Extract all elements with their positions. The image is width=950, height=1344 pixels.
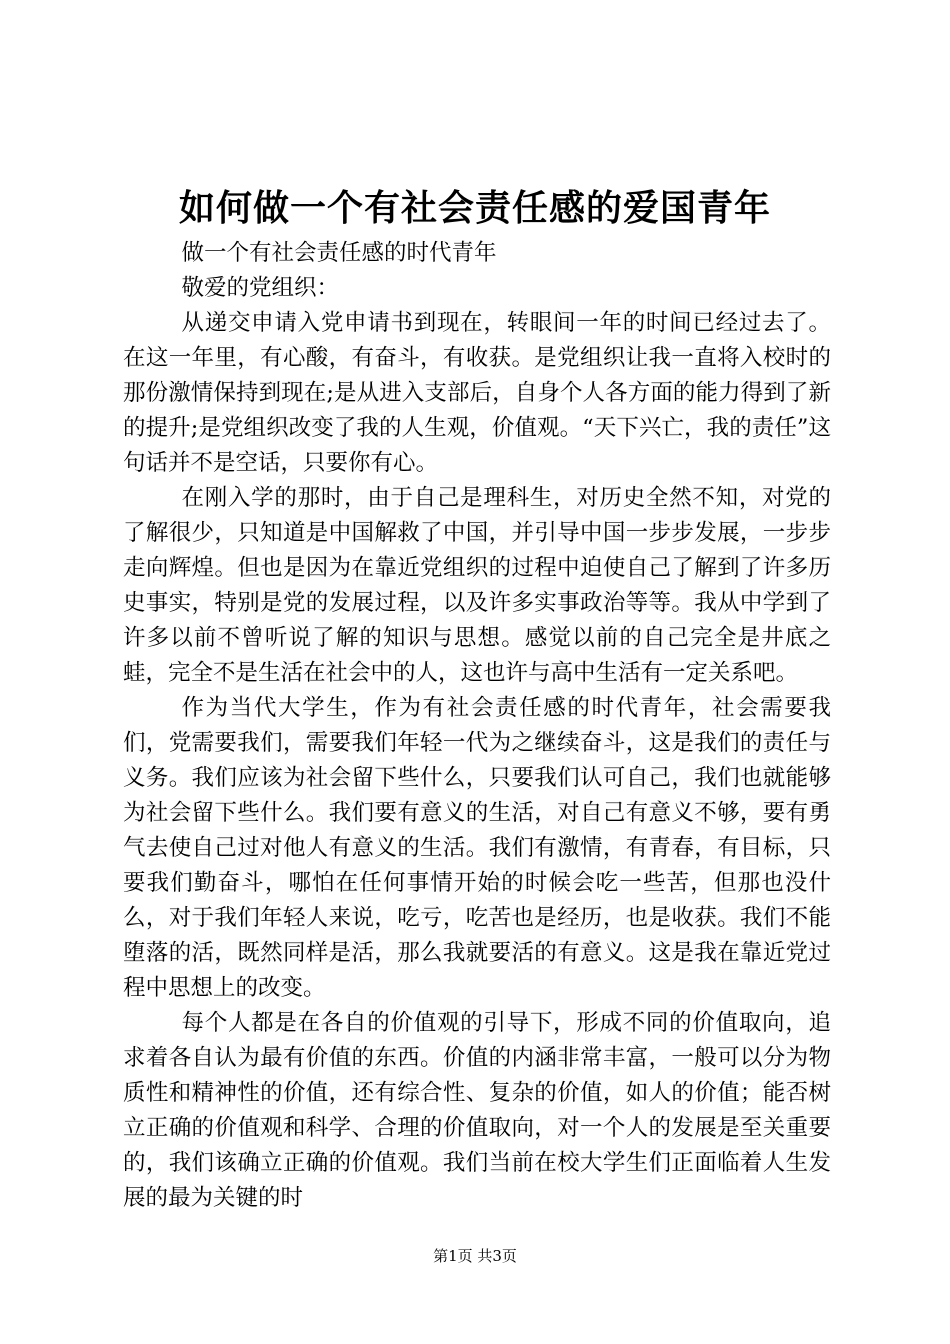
body-paragraph-1: 从递交申请入党申请书到现在，转眼间一年的时间已经过去了。在这一年里，有心酸，有奋斗，有收获。是党组织让我一直将入校时的那份激情保持到现在;是从进入支部后，自身个人各方面的能力得到了新的提升;是党组织改变了我的人生观，价值观。“天下兴亡，我的责任”这句话并不是空话，只要你有心。	[123, 310, 831, 476]
body-paragraph-2: 在刚入学的那时，由于自己是理科生，对历史全然不知，对党的了解很少，只知道是中国解救了中国，并引导中国一步步发展，一步步走向辉煌。但也是因为在靠近党组织的过程中迫使自己了解到了许多历史事实，特别是党的发展过程，以及许多实事政治等等。我从中学到了许多以前不曾听说了解的知识与思想。感觉以前的自己完全是井底之蛙，完全不是生活在社会中的人，这也许与高中生活有一定关系吧。	[123, 485, 831, 686]
body-paragraph-3: 作为当代大学生，作为有社会责任感的时代青年，社会需要我们，党需要我们，需要我们年轻一代为之继续奋斗，这是我们的责任与义务。我们应该为社会留下些什么，只要我们认可自己，我们也就能够为社会留下些什么。我们要有意义的生活，对自己有意义不够，要有勇气去使自己过对他人有意义的生活。我们有激情，有青春，有目标，只要我们勤奋斗，哪怕在任何事情开始的时候会吃一些苦，但那也没什么，对于我们年轻人来说，吃亏，吃苦也是经历，也是收获。我们不能堕落的活，既然同样是活，那么我就要活的有意义。这是我在靠近党过程中思想上的改变。	[123, 695, 831, 1001]
subtitle-line: 做一个有社会责任感的时代青年	[181, 240, 497, 266]
document-body	[123, 236, 831, 1216]
page-footer: 第1页 共3页	[433, 1247, 517, 1265]
salutation-line: 敬爱的党组织：	[181, 275, 340, 301]
document-title: 如何做一个有社会责任感的爱国青年	[178, 187, 771, 229]
body-paragraph-4: 每个人都是在各自的价值观的引导下，形成不同的价值取向，追求着各自认为最有价值的东西。价值的内涵非常丰富，一般可以分为物质性和精神性的价值，还有综合性、复杂的价值，如人的价值；能否树立正确的价值观和科学、合理的价值取向，对一个人的发展是至关重要的，我们该确立正确的价值观。我们当前在校大学生们正面临着人生发展的最为关键的时	[123, 1010, 831, 1211]
